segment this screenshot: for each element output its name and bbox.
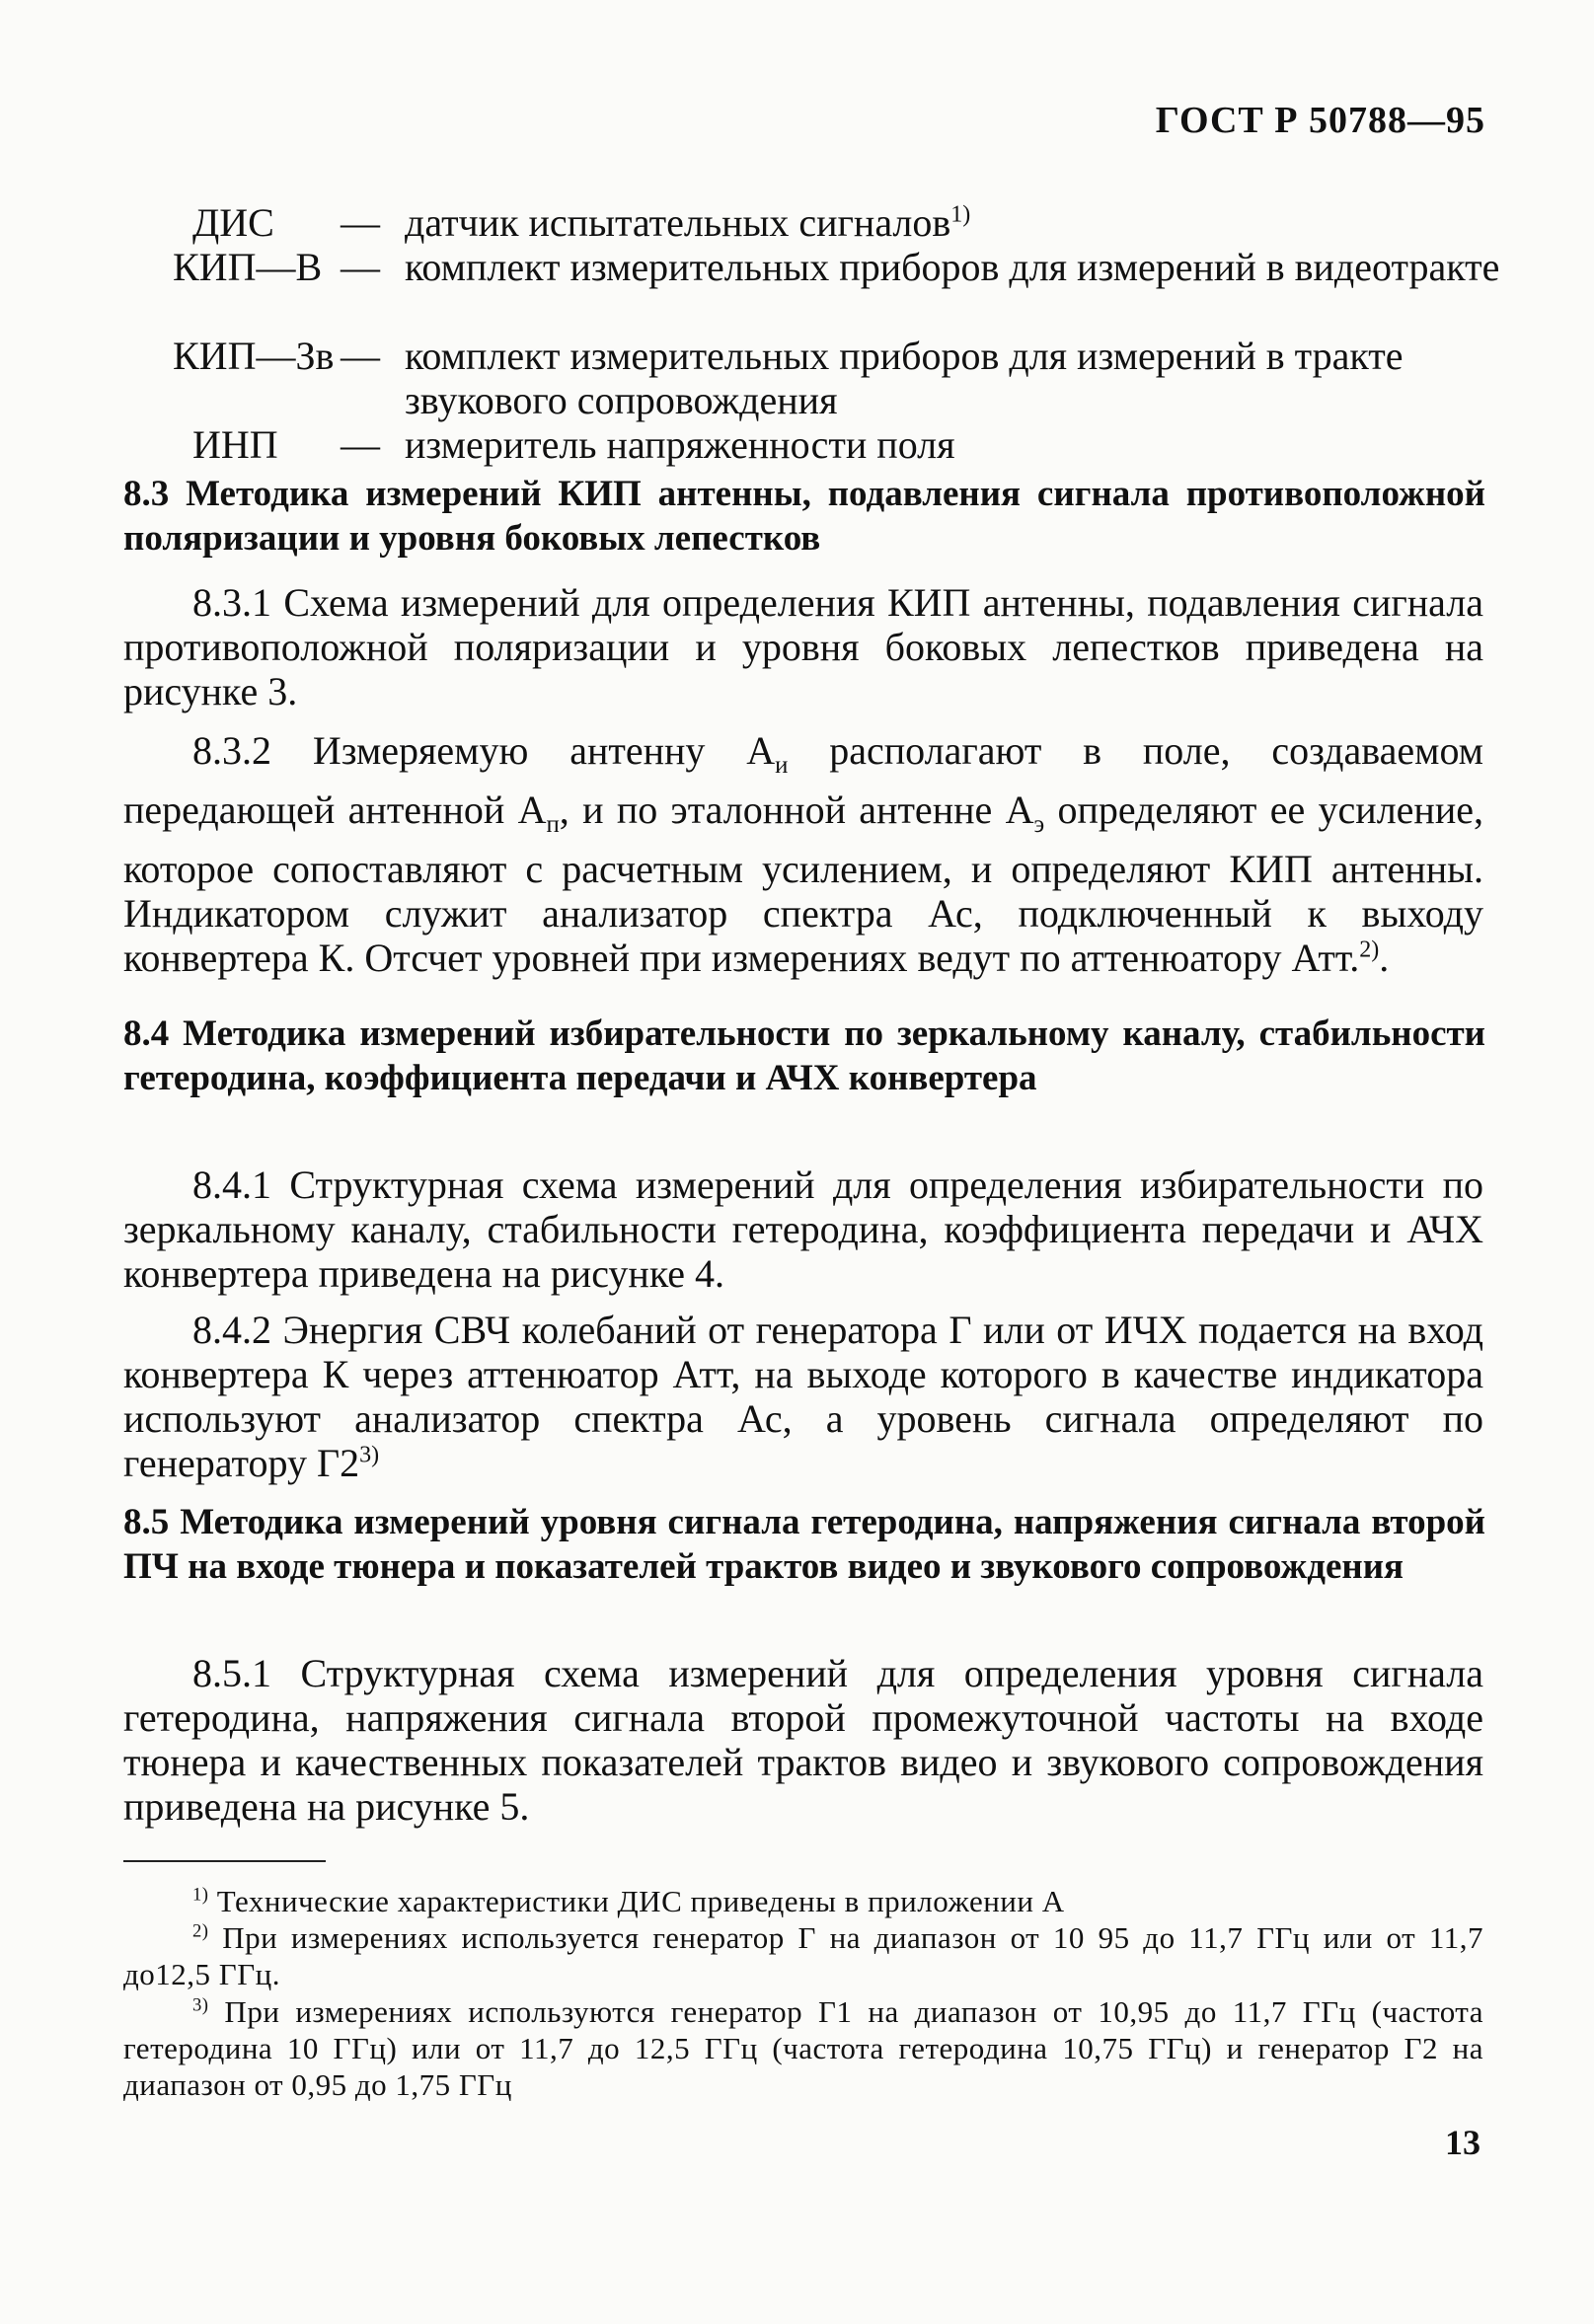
abbreviation-dash: — [341, 422, 380, 467]
footnote-3 [123, 1993, 1483, 2103]
page-number: 13 [1445, 2123, 1480, 2162]
abbreviation-term: КИП—Зв [173, 334, 335, 378]
abbreviation-definition: комплект измерительных приборов для измерений в видеотракте [405, 245, 1500, 289]
paragraph-8-3-1: 8.3.1 Схема измерений для определения КИП антенны, подавления сигнала противоположной поляризации и уровня боковых лепестков приведена на рисунке 3. [123, 580, 1483, 713]
abbreviation-dash: — [341, 200, 380, 245]
abbreviation-term: ИНП [192, 422, 278, 467]
text-run: 8.3.2 Измеряемую антенну А [192, 728, 776, 773]
text-run: 8.4.2 Энергия СВЧ колебаний от генератора Г или от ИЧХ подается на вход конвертера К через аттенюатор Атт, на выходе которого в качестве индикатора используют анализатор спектра Ас, а уровень сигнала определяют по генератору Г2 [123, 1308, 1483, 1485]
abbreviation-dash: — [341, 334, 380, 378]
footnote-text: Технические характеристики ДИС приведены в приложении А [208, 1884, 1065, 1918]
section-title-8-5: 8.5 Методика измерений уровня сигнала гетеродина, напряжения сигнала второй ПЧ на входе тюнера и показателей трактов видео и звукового сопровождения [123, 1502, 1485, 1587]
paragraph-8-4-1: 8.4.1 Структурная схема измерений для определения избирательности по зеркальному каналу, стабильности гетеродина, коэффициента передачи и АЧХ конвертера приведена на рисунке 4. [123, 1162, 1483, 1296]
paragraph-8-3-2 [123, 728, 1483, 980]
subscript: э [1033, 811, 1045, 838]
footnote-ref: 1) [950, 201, 971, 228]
text-run: определяют ее усиление, которое сопоставляют с расчетным усилением, и определяют КИП антенны. Индикатором служит анализатор спектра Ас, подключенный к выходу конвертера К. Отсчет уровней при измерениях ведут по аттенюатору Атт. [123, 787, 1483, 980]
footnote-separator [123, 1860, 326, 1862]
abbreviation-definition: измеритель напряженности поля [405, 422, 955, 467]
abbreviation-dash: — [341, 245, 380, 289]
abbreviation-dis [192, 200, 1505, 245]
abbreviation-inp [192, 422, 1505, 467]
footnote-ref: 3) [359, 1442, 380, 1468]
abbreviation-definition: комплект измерительных приборов для измерений в тракте звукового сопровождения [405, 334, 1404, 422]
footnote-1 [123, 1883, 1483, 1919]
section-title-8-4: 8.4 Методика измерений избирательности по зеркальному каналу, стабильности гетеродина, коэффициента передачи и АЧХ конвертера [123, 1013, 1485, 1098]
abbreviation-kip-zv [173, 334, 1505, 422]
footnote-ref: 2) [1359, 937, 1380, 963]
text-run: . [1379, 936, 1390, 980]
abbreviation-term: ДИС [192, 200, 274, 245]
text-run: , и по эталонной антенне А [559, 787, 1034, 832]
document-code-header: ГОСТ Р 50788—95 [1155, 100, 1485, 141]
text-run: располагают в поле, создаваемом передающей антенной А [123, 728, 1483, 832]
abbreviation-term: КИП—В [173, 245, 323, 289]
footnote-mark: 3) [192, 1994, 209, 2016]
footnote-2 [123, 1919, 1483, 1992]
section-title-8-3: 8.3 Методика измерений КИП антенны, подавления сигнала противоположной поляризации и уровня боковых лепестков [123, 474, 1485, 559]
footnote-text: При измерениях используются генератор Г1 на диапазон от 10,95 до 11,7 ГГц (частота гетеродина 10 ГГц) или от 11,7 до 12,5 ГГц (частота гетеродина 10,75 ГГц) и генератор Г2 на диапазон от 0,95 до 1,75 ГГц [123, 1994, 1483, 2102]
subscript: п [546, 811, 560, 838]
footnote-mark: 2) [192, 1920, 209, 1942]
abbreviation-kip-v [173, 245, 1505, 334]
definition-text: датчик испытательных сигналов [405, 200, 951, 245]
abbreviation-definition [405, 200, 1500, 245]
subscript: и [775, 752, 789, 779]
footnote-text: При измерениях используется генератор Г на диапазон от 10 95 до 11,7 ГГц или от 11,7 до12,5 ГГц. [123, 1920, 1483, 1991]
footnote-mark: 1) [192, 1884, 209, 1906]
paragraph-8-4-2 [123, 1308, 1483, 1485]
paragraph-8-5-1: 8.5.1 Структурная схема измерений для определения уровня сигнала гетеродина, напряжения сигнала второй промежуточной частоты на входе тюнера и качественных показателей трактов видео и звукового сопровождения приведена на рисунке 5. [123, 1651, 1483, 1829]
